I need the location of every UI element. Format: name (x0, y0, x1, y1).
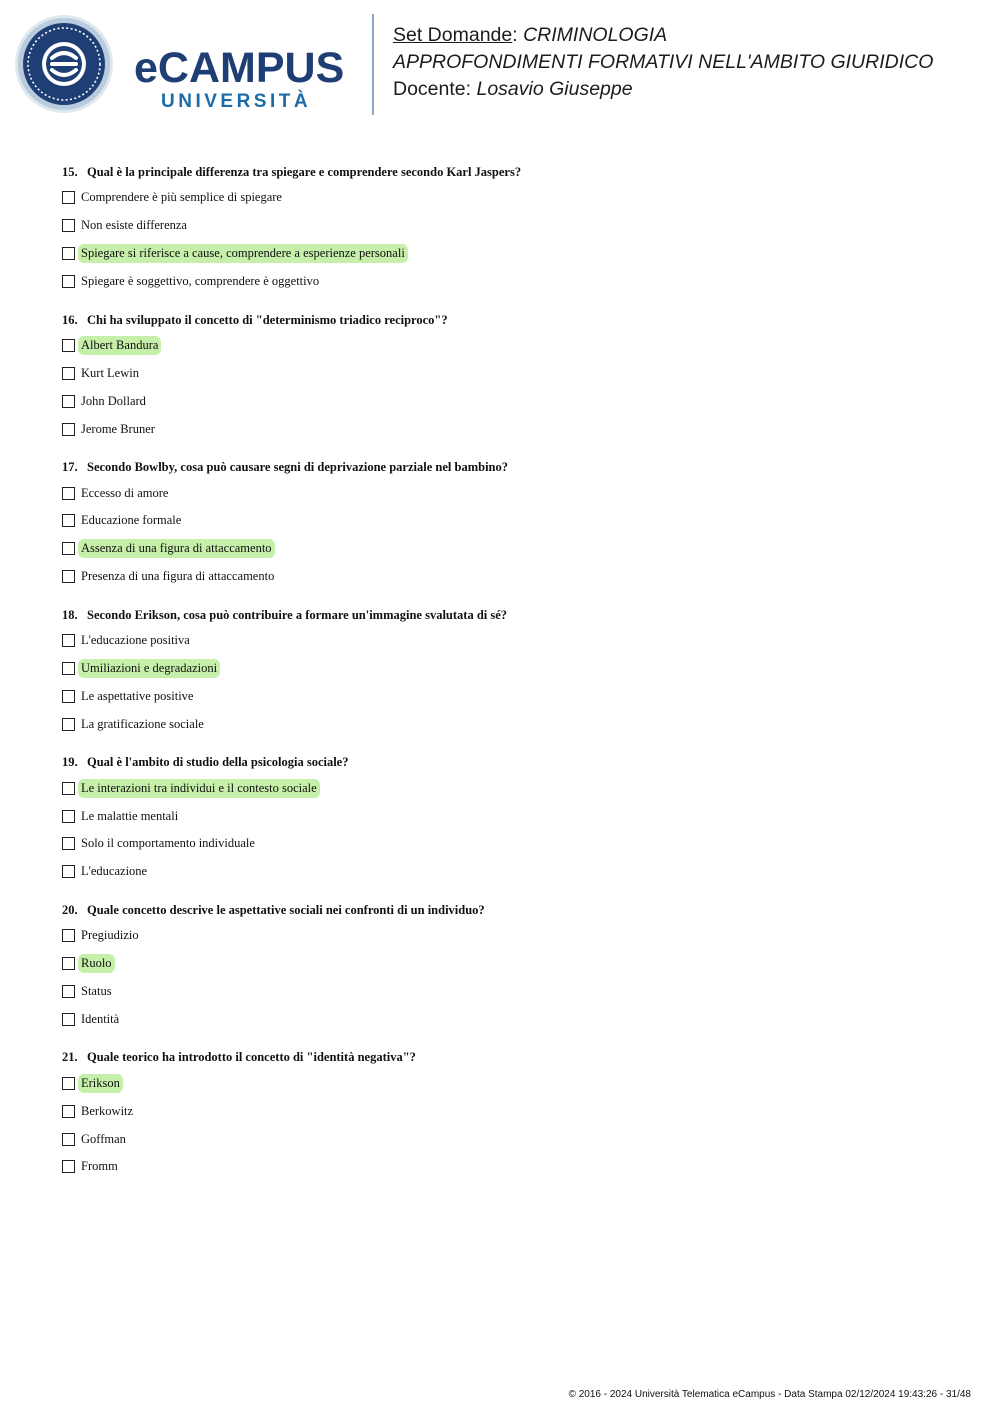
answer-option[interactable] (62, 479, 942, 507)
correct-answer-label: Albert Bandura (78, 336, 161, 355)
answer-option[interactable] (62, 830, 942, 858)
checkbox-icon[interactable] (62, 514, 75, 527)
question-number: 20. (62, 902, 78, 917)
answer-option[interactable] (62, 359, 942, 387)
checkbox-icon[interactable] (62, 985, 75, 998)
checkbox-icon[interactable] (62, 275, 75, 288)
checkbox-icon[interactable] (62, 1105, 75, 1118)
checkbox-icon[interactable] (62, 718, 75, 731)
answer-option[interactable] (62, 268, 942, 296)
checkbox-icon[interactable] (62, 247, 75, 260)
page-footer: © 2016 - 2024 Università Telematica eCampus - Data Stampa 02/12/2024 19:43:26 - 31/48 (568, 1389, 971, 1400)
correct-answer-label: Umiliazioni e degradazioni (78, 659, 220, 678)
answer-label: Non esiste differenza (81, 218, 187, 233)
ecampus-logo (14, 14, 359, 118)
question-number: 19. (62, 755, 78, 770)
answer-option[interactable] (62, 507, 942, 535)
checkbox-icon[interactable] (62, 690, 75, 703)
answer-label: Eccesso di amore (81, 485, 169, 500)
correct-answer-label: Erikson (78, 1074, 123, 1093)
checkbox-icon[interactable] (62, 929, 75, 942)
question-block (62, 308, 942, 444)
correct-answer-label: Le interazioni tra individui e il contesto sociale (78, 779, 320, 798)
answer-label: Pregiudizio (81, 928, 139, 943)
answer-label: La gratificazione sociale (81, 716, 204, 731)
question-title (62, 455, 942, 479)
question-title (62, 160, 942, 184)
answer-option[interactable] (62, 858, 942, 886)
answer-option[interactable] (62, 774, 942, 802)
checkbox-icon[interactable] (62, 837, 75, 850)
checkbox-icon[interactable] (62, 339, 75, 352)
docente-label: Docente: (393, 78, 472, 100)
answer-option[interactable] (62, 1153, 942, 1181)
answer-option[interactable] (62, 332, 942, 360)
answer-label: Berkowitz (81, 1103, 134, 1118)
checkbox-icon[interactable] (62, 662, 75, 675)
checkbox-icon[interactable] (62, 782, 75, 795)
checkbox-icon[interactable] (62, 1013, 75, 1026)
answer-label: Identità (81, 1011, 120, 1026)
answer-label: L'educazione positiva (81, 633, 190, 648)
answer-option[interactable] (62, 1005, 942, 1033)
question-text: Quale teorico ha introdotto il concetto di "identità negativa"? (87, 1050, 416, 1065)
answer-label: Comprendere è più semplice di spiegare (81, 190, 282, 205)
checkbox-icon[interactable] (62, 219, 75, 232)
answer-option[interactable] (62, 415, 942, 443)
checkbox-icon[interactable] (62, 367, 75, 380)
answer-label: Goffman (81, 1131, 126, 1146)
question-text: Qual è l'ambito di studio della psicologia sociale? (87, 755, 349, 770)
question-text: Secondo Bowlby, cosa può causare segni di deprivazione parziale nel bambino? (87, 460, 508, 475)
question-number: 21. (62, 1050, 78, 1065)
subtitle: APPROFONDIMENTI FORMATIVI NELL'AMBITO GIURIDICO (393, 51, 934, 73)
answer-option[interactable] (62, 1125, 942, 1153)
question-number: 17. (62, 460, 78, 475)
answer-option[interactable] (62, 682, 942, 710)
answer-option[interactable] (62, 563, 942, 591)
answer-label: Jerome Bruner (81, 421, 155, 436)
answer-option[interactable] (62, 1069, 942, 1097)
answer-label: Educazione formale (81, 513, 182, 528)
checkbox-icon[interactable] (62, 1133, 75, 1146)
checkbox-icon[interactable] (62, 570, 75, 583)
answer-label: Solo il comportamento individuale (81, 836, 255, 851)
question-block (62, 750, 942, 886)
answer-option[interactable] (62, 655, 942, 683)
checkbox-icon[interactable] (62, 423, 75, 436)
logo-text: eCAMPUS (134, 44, 345, 92)
set-row: Set Domande: CRIMINOLOGIA (393, 24, 668, 46)
question-list (62, 160, 942, 1193)
docente-value: Losavio Giuseppe (476, 78, 633, 100)
checkbox-icon[interactable] (62, 865, 75, 878)
answer-option[interactable] (62, 1097, 942, 1125)
answer-option[interactable] (62, 710, 942, 738)
answer-label: Fromm (81, 1159, 118, 1174)
question-text: Quale concetto descrive le aspettative sociali nei confronti di un individuo? (87, 902, 485, 917)
checkbox-icon[interactable] (62, 487, 75, 500)
ecampus-seal-icon (15, 15, 113, 113)
question-text: Qual è la principale differenza tra spiegare e comprendere secondo Karl Jaspers? (87, 165, 522, 179)
answer-label: L'educazione (81, 864, 148, 879)
checkbox-icon[interactable] (62, 1077, 75, 1090)
answer-option[interactable] (62, 627, 942, 655)
set-label: Set Domande (393, 24, 513, 46)
answer-option[interactable] (62, 802, 942, 830)
checkbox-icon[interactable] (62, 395, 75, 408)
answer-label: Spiegare è soggettivo, comprendere è oggettivo (81, 274, 320, 289)
checkbox-icon[interactable] (62, 957, 75, 970)
checkbox-icon[interactable] (62, 634, 75, 647)
correct-answer-label: Spiegare si riferisce a cause, comprendere a esperienze personali (78, 244, 408, 263)
checkbox-icon[interactable] (62, 191, 75, 204)
question-text: Chi ha sviluppato il concetto di "determinismo triadico reciproco"? (87, 312, 448, 327)
answer-option[interactable] (62, 922, 942, 950)
question-block (62, 603, 942, 739)
checkbox-icon[interactable] (62, 810, 75, 823)
question-block (62, 160, 942, 296)
answer-option[interactable] (62, 387, 942, 415)
correct-answer-label: Ruolo (78, 954, 115, 973)
question-number: 18. (62, 607, 78, 622)
answer-label: John Dollard (81, 393, 146, 408)
answer-label: Le malattie mentali (81, 808, 179, 823)
answer-option[interactable] (62, 535, 942, 563)
answer-option[interactable] (62, 978, 942, 1006)
docente-row (393, 76, 933, 103)
answer-label: Status (81, 984, 112, 999)
question-title (62, 603, 942, 627)
header-divider (372, 14, 374, 115)
answer-option[interactable] (62, 212, 942, 240)
answer-label: Kurt Lewin (81, 365, 139, 380)
answer-option[interactable] (62, 184, 942, 212)
checkbox-icon[interactable] (62, 1160, 75, 1173)
question-title (62, 898, 942, 922)
answer-option[interactable] (62, 950, 942, 978)
question-text: Secondo Erikson, cosa può contribuire a formare un'immagine svalutata di sé? (87, 607, 508, 622)
page-header (393, 22, 933, 103)
logo-subtext: UNIVERSITÀ (161, 91, 312, 112)
question-block (62, 455, 942, 591)
set-value: CRIMINOLOGIA (523, 24, 668, 46)
question-block (62, 1045, 942, 1181)
question-number: 16. (62, 312, 78, 327)
question-number: 15. (62, 165, 78, 179)
correct-answer-label: Assenza di una figura di attaccamento (78, 539, 275, 558)
answer-label: Presenza di una figura di attaccamento (81, 569, 275, 584)
answer-option[interactable] (62, 240, 942, 268)
question-title (62, 308, 942, 332)
question-title (62, 750, 942, 774)
checkbox-icon[interactable] (62, 542, 75, 555)
question-block (62, 898, 942, 1034)
answer-label: Le aspettative positive (81, 688, 194, 703)
question-title (62, 1045, 942, 1069)
